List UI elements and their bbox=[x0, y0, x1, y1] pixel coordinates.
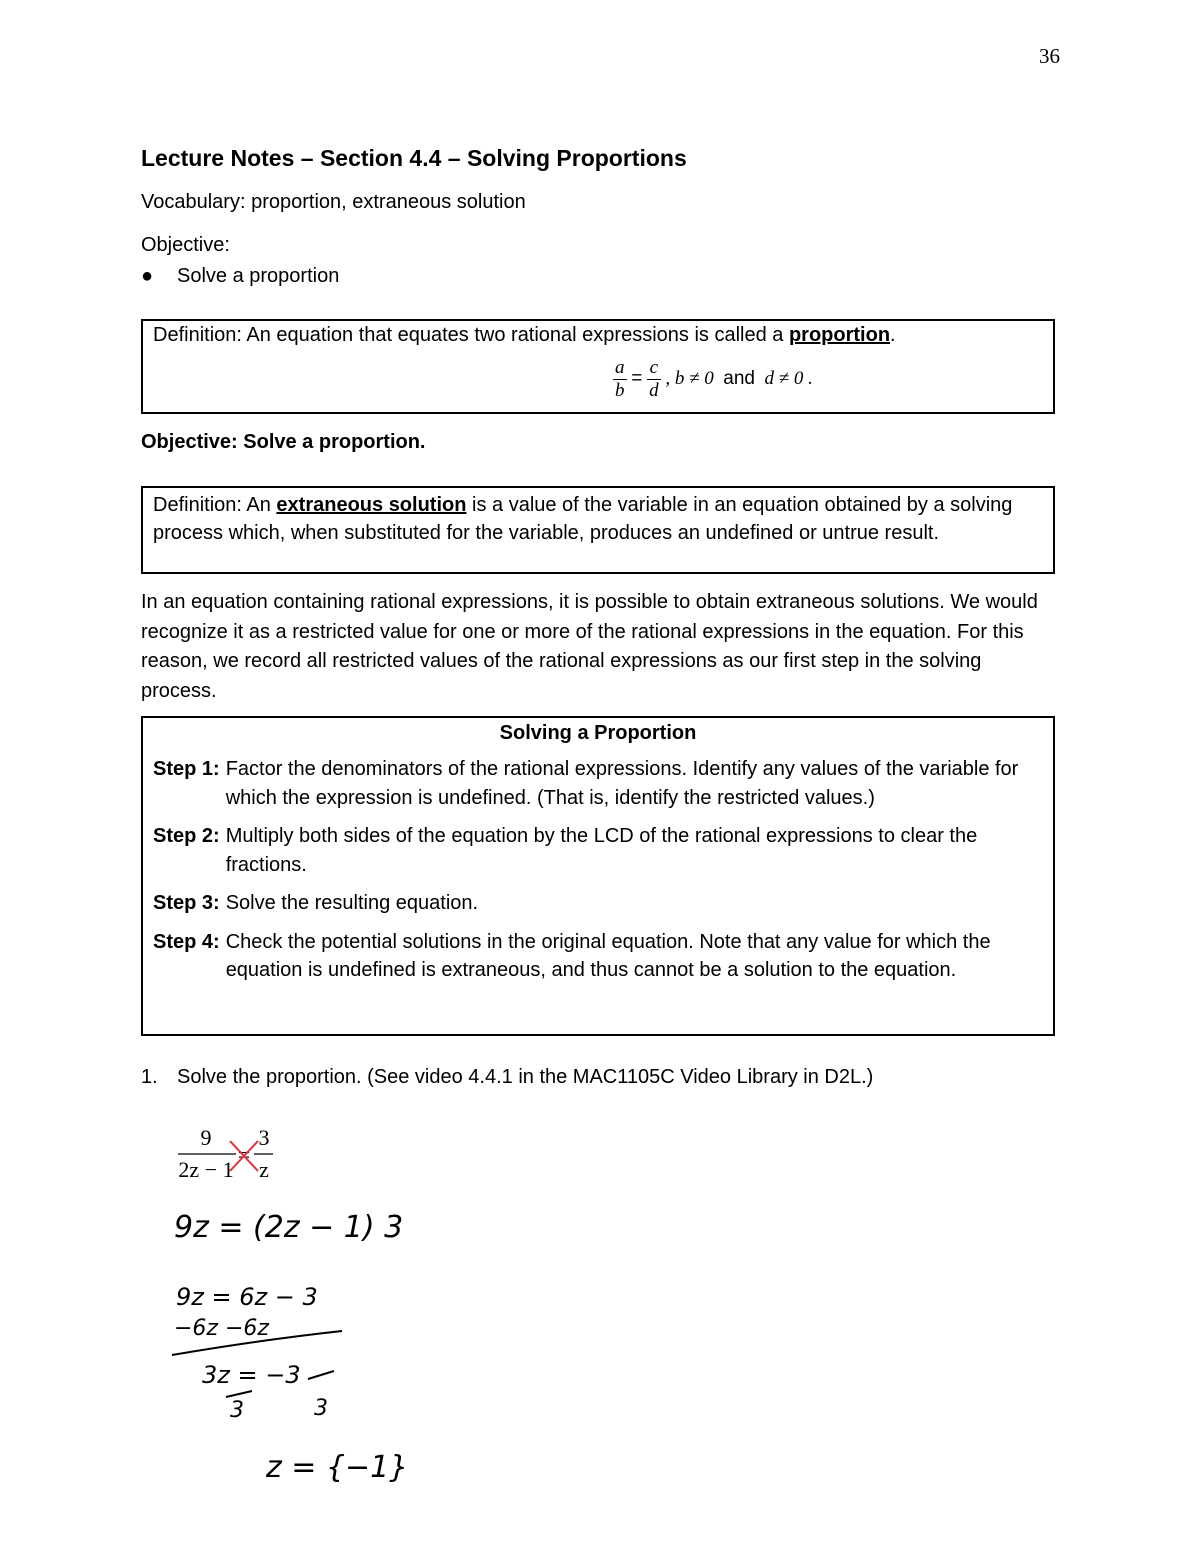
hand-divide-bar-left bbox=[226, 1391, 252, 1397]
step-text: Solve the resulting equation. bbox=[225, 892, 479, 914]
definition-proportion-text bbox=[153, 324, 1043, 347]
page-number: 36 bbox=[1039, 44, 1060, 68]
definition-extraneous-box bbox=[141, 486, 1055, 574]
definition2-prefix: Definition: An bbox=[153, 494, 277, 516]
formula-and: and bbox=[723, 367, 755, 389]
problem-text: Solve the proportion. (See video 4.4.1 in the MAC1105C Video Library in D2L.) bbox=[177, 1066, 874, 1088]
formula-numerator-c: c bbox=[647, 357, 661, 380]
step-label: Step 2: bbox=[153, 825, 220, 847]
fraction-c-d bbox=[647, 357, 661, 402]
hand-line-4: 3z = −3 bbox=[202, 1361, 301, 1389]
equation-den1: 2z − 1 bbox=[178, 1157, 234, 1182]
formula-equals: = bbox=[631, 367, 643, 389]
objective-bullet-item bbox=[141, 265, 339, 288]
hand-line-2: 9z = 6z − 3 bbox=[176, 1283, 318, 1311]
step-4 bbox=[153, 928, 1043, 985]
equation-num2: 3 bbox=[258, 1125, 270, 1150]
definition-proportion-box bbox=[141, 319, 1055, 414]
term-proportion: proportion bbox=[788, 324, 891, 346]
bullet-icon: ● bbox=[141, 265, 154, 287]
formula-denominator-d: d bbox=[649, 380, 659, 401]
hand-line-1: 9z = (2z − 1) 3 bbox=[174, 1210, 404, 1245]
hand-line-6: z = {−1} bbox=[266, 1450, 409, 1485]
problem-1 bbox=[141, 1066, 873, 1089]
hand-line-3: −6z −6z bbox=[174, 1316, 269, 1341]
definition-prefix: Definition: An equation that equates two rational expressions is called a bbox=[153, 324, 789, 346]
step-1 bbox=[153, 755, 1043, 812]
step-label: Step 4: bbox=[153, 930, 220, 953]
term-extraneous-solution: extraneous solution bbox=[276, 494, 467, 516]
explanation-paragraph: In an equation containing rational expressions, it is possible to obtain extraneous solutions. We would recognize it as a restricted value for one or more of the rational expressions in the equation. For this reason, we record all restricted values of the rational expressions as our first step in the solving process. bbox=[141, 591, 1038, 702]
definition-extraneous-text bbox=[153, 491, 1043, 547]
solving-steps-box bbox=[141, 716, 1055, 1036]
page-title: Lecture Notes – Section 4.4 – Solving Proportions bbox=[141, 145, 687, 171]
hand-line-5a: 3 bbox=[230, 1398, 244, 1423]
definition2-suffix: is a value of the variable in an equation obtained by a solving process which, when substituted for the variable, produces an undefined or untrue result. bbox=[153, 494, 1013, 544]
step-3 bbox=[153, 889, 1043, 918]
fraction-a-b bbox=[613, 357, 627, 402]
objective-label: Objective: bbox=[141, 234, 230, 256]
formula-denominator-b: b bbox=[615, 380, 625, 401]
objective-heading: Objective: Solve a proportion. bbox=[141, 431, 426, 453]
hand-divide-bar-right bbox=[308, 1371, 334, 1379]
equation-den2: z bbox=[259, 1157, 269, 1182]
hand-line-5b: 3 bbox=[314, 1396, 328, 1421]
step-2 bbox=[153, 822, 1043, 879]
handwritten-solution bbox=[160, 1115, 480, 1495]
problem-number: 1. bbox=[141, 1066, 158, 1088]
step-label: Step 3: bbox=[153, 892, 220, 914]
step-text: Multiply both sides of the equation by the LCD of the rational expressions to clear the fractions. bbox=[225, 825, 978, 876]
equation-equals: = bbox=[237, 1142, 251, 1167]
step-label: Step 1: bbox=[153, 758, 220, 780]
objective-bullet-text: Solve a proportion bbox=[177, 265, 340, 287]
formula-condition-d: d ≠ 0 . bbox=[764, 367, 813, 389]
vocabulary-line: Vocabulary: proportion, extraneous solution bbox=[141, 191, 526, 213]
steps-title: Solving a Proportion bbox=[499, 722, 697, 744]
step-text: Check the potential solutions in the original equation. Note that any value for which the equation is undefined is extraneous, and thus cannot be a solution to the equation. bbox=[225, 930, 991, 981]
step-text: Factor the denominators of the rational expressions. Identify any values of the variable for which the expression is undefined. (That is, identify the restricted values.) bbox=[225, 758, 1019, 809]
equation-num1: 9 bbox=[200, 1125, 212, 1150]
formula-numerator-a: a bbox=[615, 357, 625, 378]
formula-condition-b: , b ≠ 0 bbox=[665, 367, 714, 389]
definition-suffix: . bbox=[890, 324, 896, 346]
proportion-formula bbox=[613, 357, 813, 402]
